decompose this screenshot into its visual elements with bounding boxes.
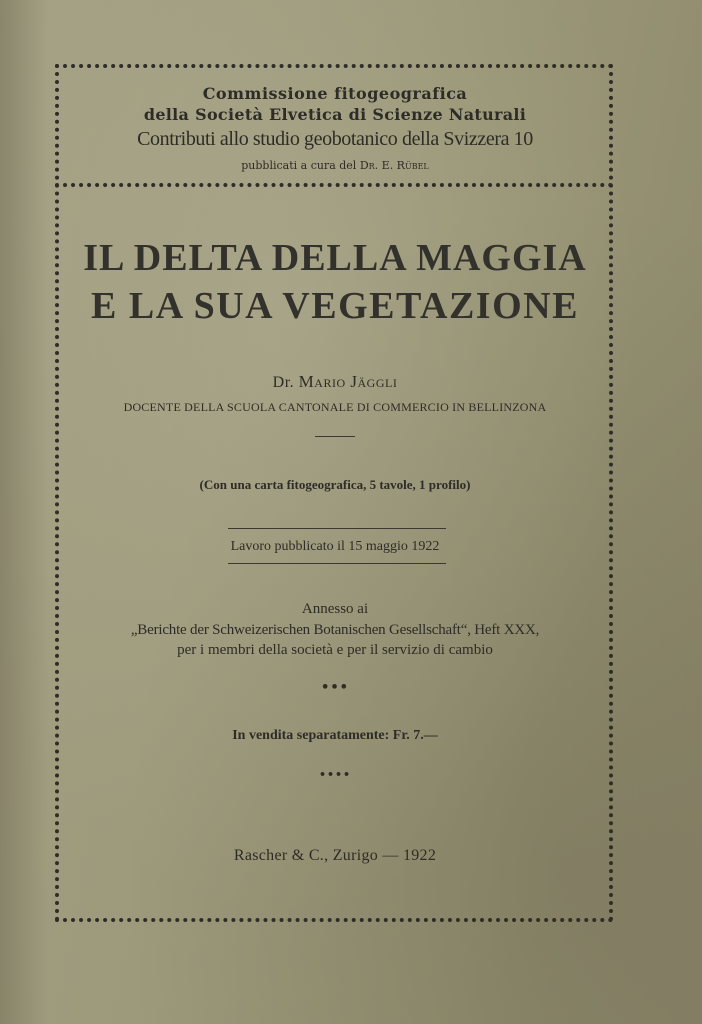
- contents-note: (Con una carta fitogeografica, 5 tavole, 1 profilo): [199, 477, 471, 492]
- header-society: della Società Elvetica di Scienze Naturali: [143, 105, 527, 124]
- title-line-1: IL DELTA DELLA MAGGIA: [83, 237, 587, 279]
- annex-line-3: per i membri della società e per il servizio di cambio: [177, 642, 493, 658]
- title-line-2: E LA SUA VEGETAZIONE: [91, 285, 579, 327]
- price-note: In vendita separatamente: Fr. 7.—: [232, 728, 438, 743]
- published-note: Lavoro pubblicato il 15 maggio 1922: [230, 539, 440, 554]
- author-role: DOCENTE DELLA SCUOLA CANTONALE DI COMMERCIO IN BELLINZONA: [123, 400, 547, 414]
- dotted-border-frame: [55, 64, 613, 922]
- annex-line-1: Annesso ai: [301, 601, 369, 617]
- header-series: Contributi allo studio geobotanico della Svizzera 10: [137, 128, 533, 150]
- author-prefix: Dr.: [272, 374, 295, 391]
- annex-line-2: „Berichte der Schweizerischen Botanischen Gesellschaft“, Heft XXX,: [130, 622, 540, 638]
- header-divider: [55, 183, 613, 187]
- header-editor-line: [60, 159, 610, 172]
- rule-above-published: [228, 528, 446, 529]
- rule-below-published: [228, 563, 446, 564]
- author-line: [60, 372, 610, 392]
- publisher-line: Rascher & C., Zurigo — 1922: [233, 847, 437, 864]
- author-name: Mario Jäggli: [298, 372, 398, 391]
- header-editor-prefix: pubblicati a cura del: [241, 159, 357, 172]
- ornament-dots: •••: [321, 680, 349, 695]
- ornament-dots-small: ••••: [318, 768, 352, 781]
- header-commission: Commissione fitogeografica: [202, 84, 468, 103]
- header-editor-name: Dr. E. Rübel: [359, 159, 429, 172]
- short-rule: [315, 436, 355, 437]
- spine-shadow: [0, 0, 48, 1024]
